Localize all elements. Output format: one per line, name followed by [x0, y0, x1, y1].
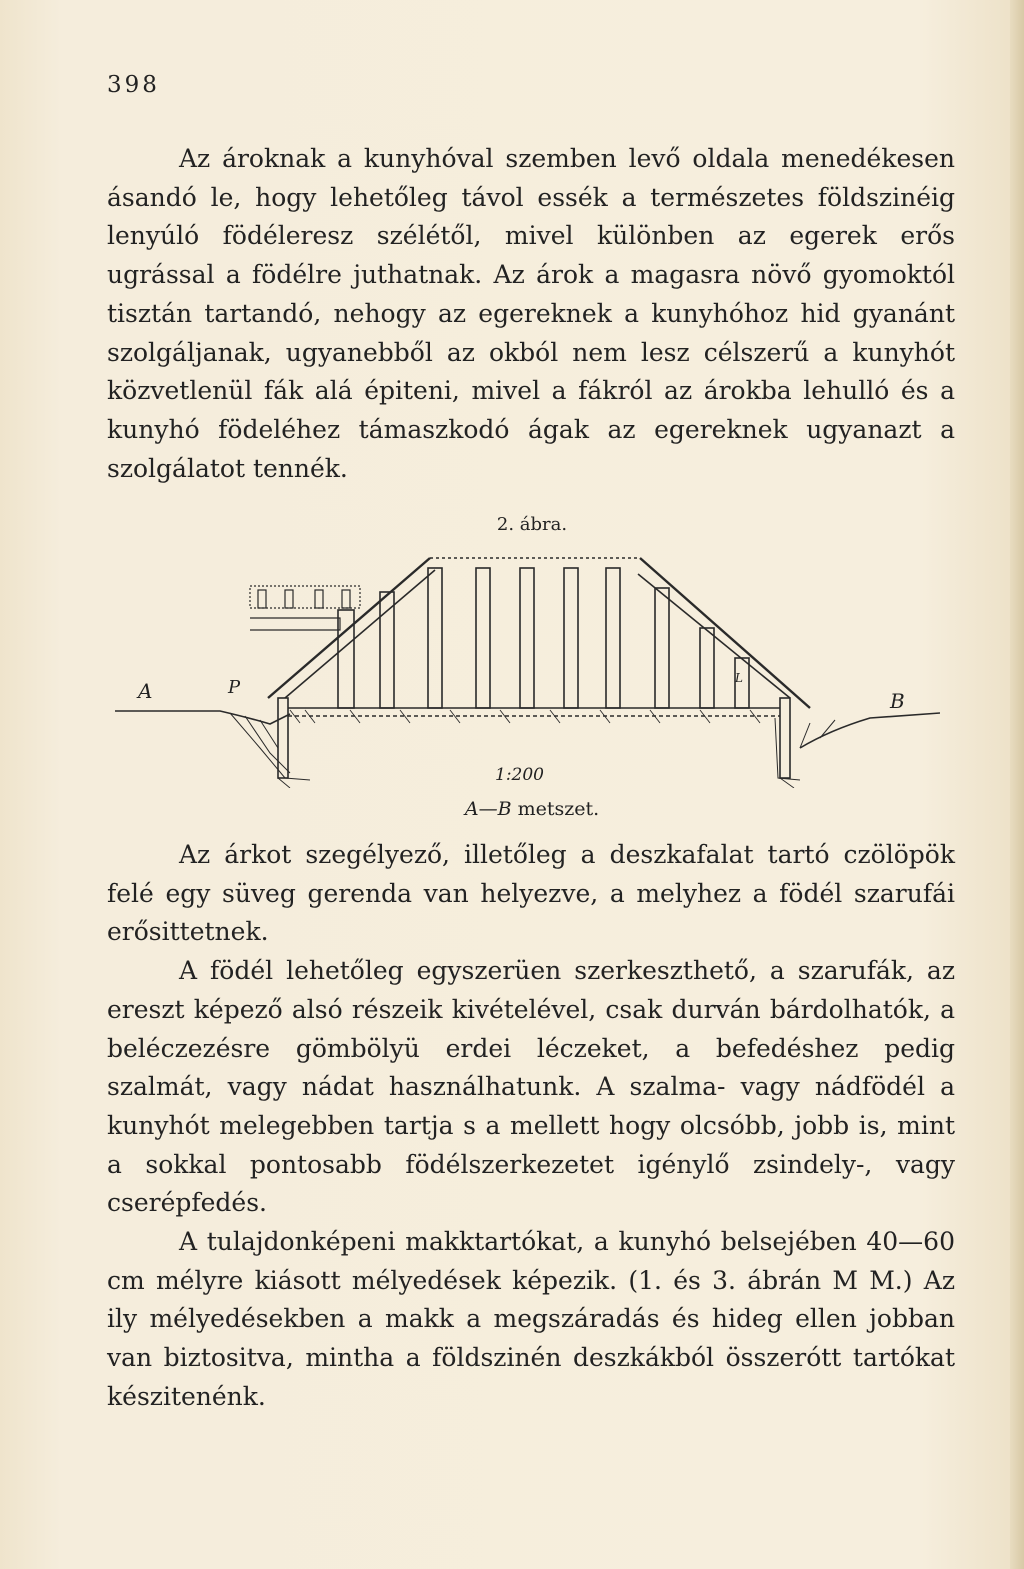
figure-caption	[0, 798, 1024, 820]
point-a-label: A	[138, 679, 153, 703]
text-block-bottom	[107, 836, 955, 1417]
paragraph-beam: Az árkot szegélyező, illetőleg a deszkafalat tartó czölöpök felé egy süveg gerenda van helyezve, a melyhez a födél szarufái erősittetnek.	[107, 840, 955, 947]
wall-right	[780, 698, 790, 778]
paragraph-roof: A födél lehetőleg egyszerüen szerkeszthető, a szarufák, az ereszt képező alsó részeik kivételével, csak durván bárdolhatók, a beléczezésre gömbölyü erdei léczeket, a befedéshez pedig szalmát, vagy nádat használhatunk. A szalma- vagy nádfödél a kunyhót melegebben tartja s a mellett hogy olcsóbb, jobb is, mint a sokkal pontosabb födélszerkezetet igénylő zsindely-, vagy cserépfedés.	[107, 956, 955, 1218]
posts	[338, 568, 749, 708]
text-block-top	[107, 140, 955, 488]
gable-frame-left	[250, 586, 360, 630]
ditch-right	[775, 718, 835, 780]
rafter-left	[268, 558, 430, 698]
caption-word: metszet.	[517, 798, 600, 820]
rafter-right	[640, 558, 810, 708]
page-edge	[1010, 0, 1024, 1569]
point-l-label: L	[735, 671, 743, 685]
point-b-label: B	[890, 689, 905, 713]
paragraph-ditch: Az ároknak a kunyhóval szemben levő oldala menedékesen ásandó le, hogy lehetőleg távol essék a természetes földszinéig lenyúló födéleresz szélétől, mivel különben az egerek erős ugrással a födélre juthatnak. Az árok a magasra növő gyomoktól tisztán tartandó, nehogy az egereknek a kunyhóhoz hid gyanánt szolgáljanak, ugyanebből az okból nem lesz célszerű a kunyhót közvetlenül fák alá épiteni, mivel a fákról az árokba lehulló és a kunyhó födeléhez támaszkodó ágak az egereknek ugyanazt a szolgálatot tennék.	[107, 144, 955, 483]
paragraph-storage: A tulajdonképeni makktartókat, a kunyhó belsejében 40—60 cm mélyre kiásott mélyedések képezik. (1. és 3. ábrán M M.) Az ily mélyedésekben a makk a megszáradás és hideg ellen jobban van biztositva, mintha a földszinén deszkákból összerótt tartókat készitenénk.	[107, 1227, 955, 1411]
ditch-left	[230, 713, 310, 780]
figure-label: 2. ábra.	[496, 514, 568, 535]
ground-left	[115, 711, 290, 724]
scale-label: 1:200	[495, 765, 544, 785]
ground-right	[800, 713, 940, 748]
point-p-label: P	[228, 677, 241, 698]
cross-section-figure	[110, 548, 940, 788]
caption-section: A—B	[464, 798, 512, 820]
page-number: 398	[107, 72, 160, 98]
